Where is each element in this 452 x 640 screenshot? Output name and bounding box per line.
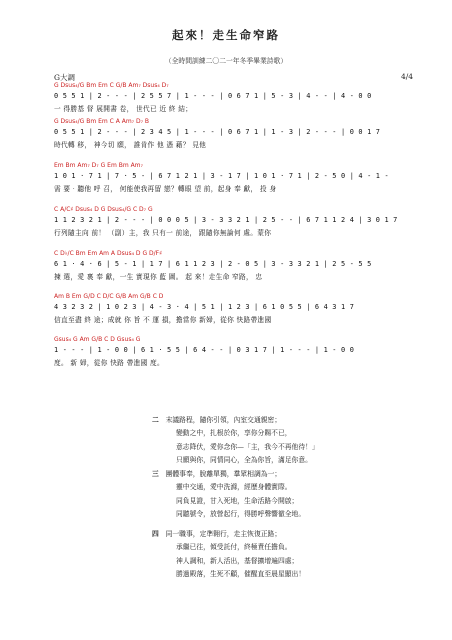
system-lyrics-1: 一 得勝基 督 展開書 卷， 世代已 近 終 結； [54, 105, 193, 113]
verse-line: 意志降伏，愛你念你—「主，我今不再他待！」 [176, 442, 319, 451]
verse-number: 三 [152, 470, 159, 478]
key-signature: G大調 [54, 73, 75, 82]
system-lyrics-5: 揀 選，愛 裏 奉 獻，一生 實現你 藍 圖。 起 來！走生命 窄路， 忠 [54, 273, 263, 281]
verse-line: 承繼已往，傾受託付，終極責任擔負。 [176, 543, 292, 552]
song-subtitle: （全時間訓練二〇二一年冬季畢業詩歌） [164, 57, 288, 65]
system-chords-6: Am B Em G/D C D/C G/B Am G/B C D [54, 293, 164, 300]
system-lyrics-2: 時代轉 移， 神今切 願， 誰肯作 他 憑 藉？ 見他 [54, 141, 207, 149]
system-chords-7: Gsus₄ G Am G/B C D Gsus₄ G [54, 336, 141, 343]
system-lyrics-6: 信直至盡 終 途；成就 你 旨 不 運 損，擔當你 新婦，從你 快路帶進國 [54, 316, 272, 324]
verse-line: 末議路程，隨你引領，內室交通親密； [165, 416, 282, 424]
verse-3 [152, 468, 305, 522]
time-signature: 4/4 [401, 72, 414, 81]
verse-line: 團體事奉，脫離單獨，羣眾相調為一； [165, 470, 282, 478]
system-chords-4: C A/C♯ Dsus₄ D G Dsus₄/G C D₇ G [54, 206, 153, 213]
system-chords-2: G Dsus₄/G Bm Em C A Am₇ D₇ B [54, 118, 150, 125]
verse-2 [152, 414, 319, 468]
verse-line: 同聽號令，放營起行，得勝呼聲響徹全地。 [176, 510, 306, 519]
system-notes-6: 4 3 2 3 2 | 1 0 2 3 | 4 - 3 · 4 | 5 1 | 1 2 3 | 6 1 0 5 5 | 6 4 3 1 7 [54, 303, 355, 311]
system-notes-5: 6 1 · 4 · 6 | 5 - 1 | 1 7 | 6 1 1 2 3 | 2 - 0 5 | 3 - 3 3 2 1 | 2 5 - 5 5 [54, 260, 372, 268]
system-notes-7: 1 - - - | 1 - 0 0 | 6 1 · 5 5 | 6 4 - - | 0 3 1 7 | 1 - - - | 1 - 0 0 [54, 346, 355, 354]
song-title: 起來！走生命窄路 [172, 28, 280, 42]
verse-line: 變動之中，扎根於你，享你分賜不已， [176, 429, 292, 438]
verse-4 [152, 528, 305, 582]
verse-line: 靈中交通，愛中洗滌，經歷身體實際。 [176, 483, 292, 492]
system-notes-4: 1 1 2 3 2 1 | 2 - - - | 0 0 0 5 | 3 - 3 3 2 1 | 2 5 - - | 6 7 1 1 2 4 | 3 0 1 7 [54, 216, 398, 224]
verse-number: 四 [152, 530, 159, 538]
verse-line: 同一職事，定準翱行，走主恢復正路； [165, 530, 282, 538]
system-notes-1: 0 5 5 1 | 2 - - - | 2 5 5 7 | 1 - - - | 0 6 7 1 | 5 - 3 | 4 - - | 4 - 0 0 [54, 92, 372, 100]
system-notes-2: 0 5 5 1 | 2 - - - | 2 3 4 5 | 1 - - - | 0 6 7 1 | 1 - 3 | 2 - - - | 0 0 1 7 [54, 128, 381, 136]
system-lyrics-3: 需 要‧聽他 呼 召， 何能使我再留 戀？轉眼 望 前，起身 奉 獻， 投 身 [54, 185, 277, 193]
system-lyrics-7: 度。 新 婦，從你 快路 帶進國 度。 [54, 359, 164, 367]
verse-line: 同負見證，甘入死地，生命活路今開啟； [176, 496, 299, 505]
verse-line: 神人調和，新人活出，基督擴增遍四處； [176, 556, 299, 565]
system-chords-1: G Dsus₄/G Bm Em C G/B Am₇ Dsus₄ D₇ [54, 82, 169, 89]
system-chords-5: C D♭/C Bm Em Am A Dsus₄ D G D/F♯ [54, 250, 163, 257]
system-lyrics-4: 行列隨主向 前！ （副）主，我 只有一 前途， 跟隨你無論何 處。蒙你 [54, 229, 272, 237]
verse-line: 勝過殿落，生死不顧，催醒直至晨星顯出！ [176, 570, 306, 579]
system-chords-3: Em Bm Am₇ D₇ G Em Bm Am₇ [54, 162, 143, 169]
verse-line: 只願與你，同情同心，全為你旨，滿足你意。 [176, 456, 312, 465]
system-notes-3: 1 0 1 · 7 1 | 7 · 5 - | 6 7 1 2 1 | 3 - 1 7 | 1 0 1 · 7 1 | 2 - 5 0 | 4 - 1 - [54, 172, 389, 180]
verse-number: 二 [152, 416, 159, 424]
